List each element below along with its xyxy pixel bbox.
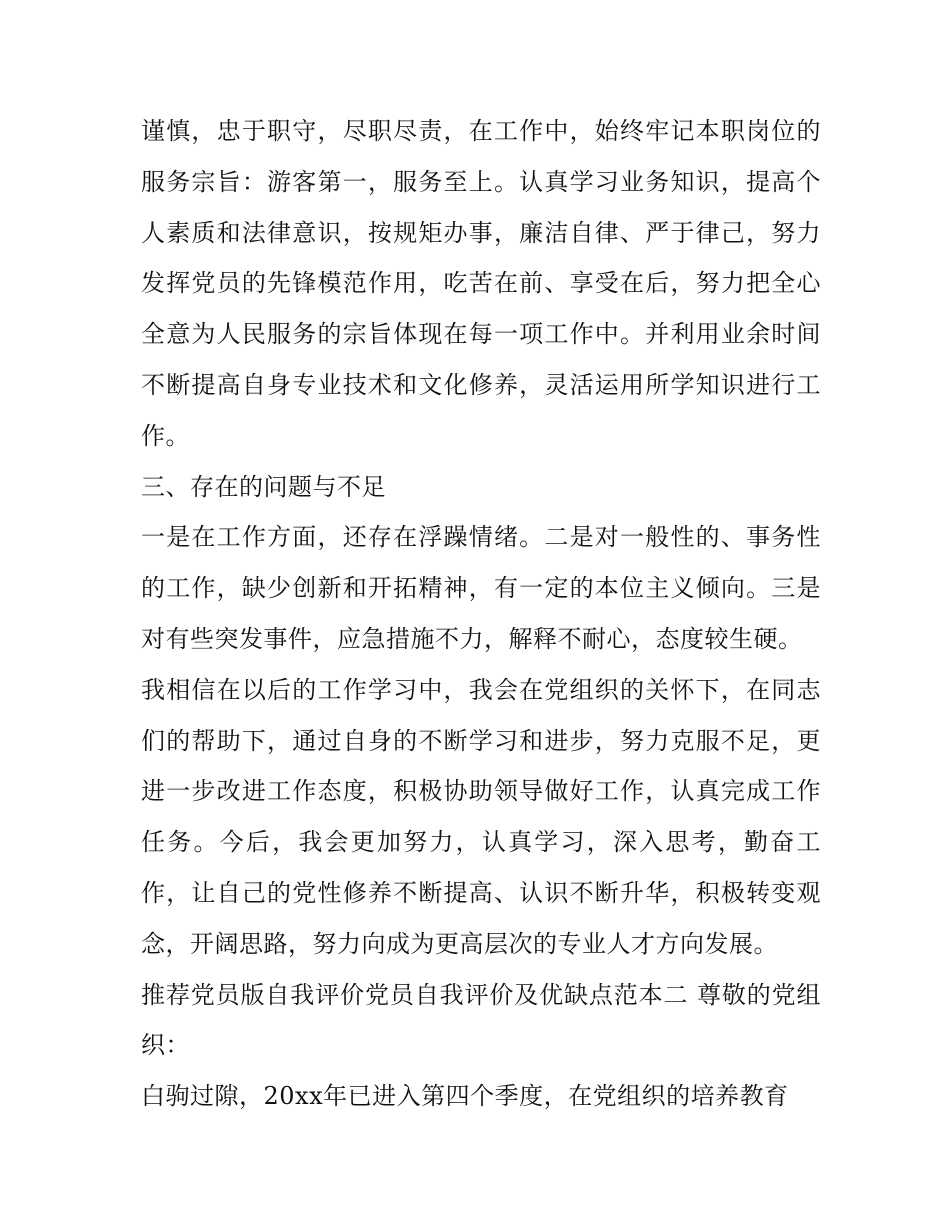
paragraph-outlook: 我相信在以后的工作学习中，我会在党组织的关怀下，在同志们的帮助下，通过自身的不断学习和进步，努力克服不足，更进一步改进工作态度，积极协助领导做好工作，认真完成工作任务。今后，我会更加努力，认真学习，深入思考，勤奋工作，让自己的党性修养不断提高、认识不断升华，积极转变观念，开阔思路，努力向成为更高层次的专业人才方向发展。 [141, 675, 821, 958]
paragraph-sample-two-opening: 白驹过隙，20xx年已进入第四个季度，在党组织的培养教育 [141, 1082, 789, 1111]
paragraph-sample-two-title: 推荐党员版自我评价党员自我评价及优缺点范本二 尊敬的党组织： [141, 980, 821, 1060]
section-heading-problems: 三、存在的问题与不足 [141, 472, 386, 501]
paragraph-duty: 谨慎，忠于职守，尽职尽责，在工作中，始终牢记本职岗位的服务宗旨：游客第一，服务至上。认真学习业务知识，提高个人素质和法律意识，按规矩办事，廉洁自律、严于律己，努力发挥党员的先锋模范作用，吃苦在前、享受在后，努力把全心全意为人民服务的宗旨体现在每一项工作中。并利用业余时间不断提高自身专业技术和文化修养，灵活运用所学知识进行工作。 [141, 117, 821, 450]
document-body [141, 106, 821, 1122]
paragraph-shortcomings: 一是在工作方面，还存在浮躁情绪。二是对一般性的、事务性的工作，缺少创新和开拓精神，有一定的本位主义倾向。三是对有些突发事件，应急措施不力，解释不耐心，态度较生硬。 [141, 523, 821, 653]
